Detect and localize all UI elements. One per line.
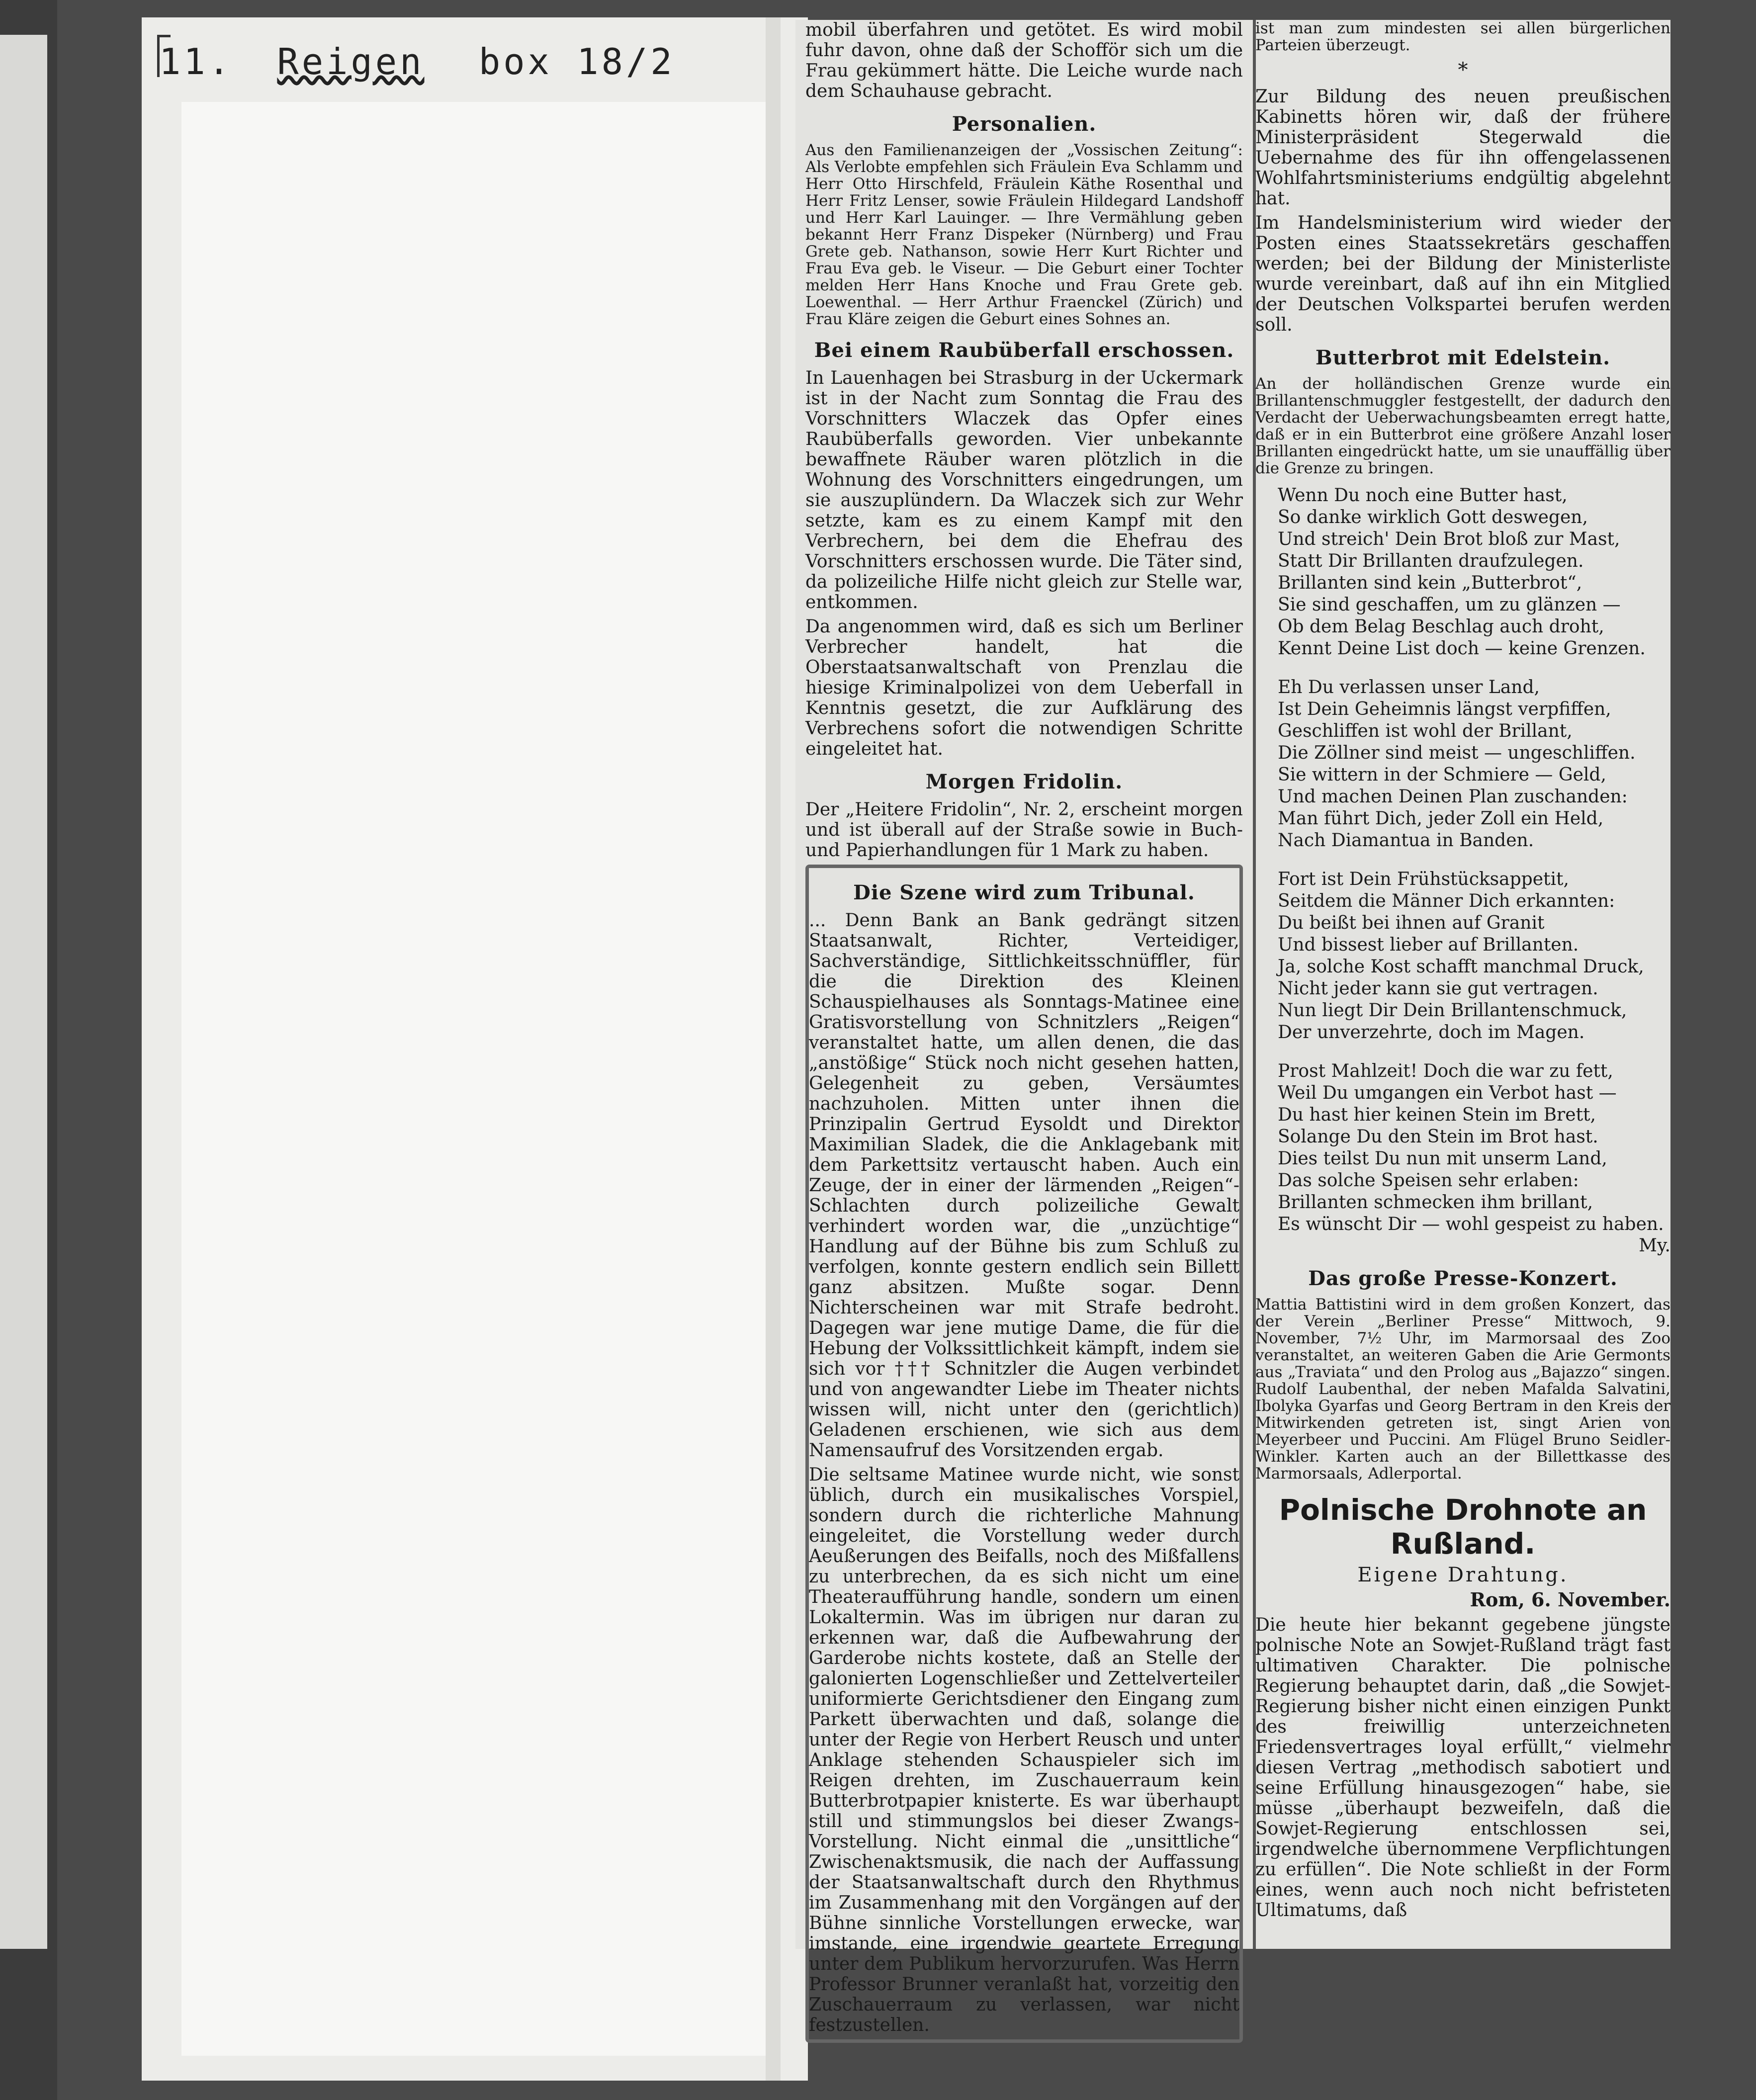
poem-line: Brillanten sind kein „Butterbrot“, <box>1278 573 1582 593</box>
marked-article <box>805 865 1243 2043</box>
poem-line: Ob dem Belag Beschlag auch droht, <box>1278 616 1604 637</box>
poem-line: Weil Du umgangen ein Verbot hast — <box>1278 1083 1617 1103</box>
poem-line: Sie wittern in der Schmiere — Geld, <box>1278 765 1606 785</box>
poem-signature: My. <box>1639 1235 1670 1256</box>
poem-stanza <box>1278 677 1670 852</box>
butterbrot-intro: An der holländischen Grenze wurde ein Brillantenschmuggler festgestellt, der dadurch den Verdacht der Ueberwachungsbeamten erregt hatte, daß er in ein Butterbrot eine größere Anzahl loser Brillanten eingedrückt hatte, um sie unauffällig über die Grenze zu bringen. <box>1255 375 1670 477</box>
poem-line: Solange Du den Stein im Brot hast. <box>1278 1127 1598 1147</box>
poem-line: Nicht jeder kann sie gut vertragen. <box>1278 978 1598 999</box>
poem-line: Prost Mahlzeit! Doch die war zu fett, <box>1278 1061 1613 1081</box>
headline-drohnote: Polnische Drohnote an Rußland. <box>1279 1493 1647 1561</box>
poem-line: Ist Dein Geheimnis längst verpfiffen, <box>1278 699 1611 719</box>
clipping-column-left <box>795 20 1256 2035</box>
poem-line: Man führt Dich, jeder Zoll ein Held, <box>1278 808 1604 829</box>
poem-line: Statt Dir Brillanten draufzulegen. <box>1278 551 1584 571</box>
kabinett-paragraph-1: Zur Bildung des neuen preußischen Kabinetts hören wir, daß der frühere Ministerpräsident Stegerwald die Uebernahme des für ihn offengelassenen Wohlfahrtsministeriums endgültig abgelehnt hat. <box>1255 87 1670 209</box>
poem-line: Seitdem die Männer Dich erkannten: <box>1278 891 1615 911</box>
folder-edge <box>766 17 781 2081</box>
poem-stanza <box>1278 1060 1670 1235</box>
scan-background <box>1670 0 1756 2100</box>
headline-raubueberfall: Bei einem Raubüberfall erschossen. <box>814 339 1234 362</box>
newspaper-clipping <box>795 19 1670 2035</box>
poem-line: Und streich' Dein Brot bloß zur Mast, <box>1278 529 1620 549</box>
headline-butterbrot: Butterbrot mit Edelstein. <box>1315 346 1611 369</box>
poem-line: Es wünscht Dir — wohl gespeist zu haben. <box>1278 1214 1664 1234</box>
drohnote-text: Die heute hier bekannt gegebene jüngste polnische Note an Sowjet-Rußland trägt fast ultimativen Charakter. Die polnische Regierung behauptet darin, daß „die Sowjet-Regierung bisher nicht einen einzigen Punkt des freiwillig unterzeichneten Friedensvertrages loyal erfüllt,“ vielmehr diesen Vertrag „methodisch sabotiert und seine Erfüllung hinausgezogen“ habe, sie müsse „überhaupt bezweifeln, daß die Sowjet-Regierung entschlossen sei, irgendwelche übernommene Verpflichtungen zu erfüllen“. Die Note schließt in der Form eines, wenn auch noch nicht befristeten Ultimatums, daß <box>1255 1615 1670 1921</box>
folder-box: box 18/2 <box>478 41 675 83</box>
headline-presse-konzert: Das große Presse-Konzert. <box>1308 1267 1618 1290</box>
poem-line: Du hast hier keinen Stein im Brett, <box>1278 1105 1596 1125</box>
poem-line: Dies teilst Du nun mit unserm Land, <box>1278 1148 1607 1169</box>
column-intro: mobil überfahren und getötet. Es wird mobil fuhr davon, ohne daß der Schofför sich um die Frau gekümmert hätte. Die Leiche wurde nach dem Schauhause gebracht. <box>805 20 1243 101</box>
clipping-column-right <box>1245 20 1680 1949</box>
adjacent-page-strip <box>0 0 57 2100</box>
szene-paragraph-2: Die seltsame Matinee wurde nicht, wie sonst üblich, durch ein musikalisches Vorspiel, sondern durch die richterliche Mahnung eingeleitet, die Vorstellung weder durch Aeußerungen des Beifalls, noch des Mißfallens zu unterbrechen, da es sich nicht um eine Theateraufführung handle, sondern um einen Lokaltermin. Was im übrigen nur daran zu erkennen war, daß die Aufbewahrung der Garderobe nichts kostete, daß an Stelle der galonierten Logenschließer und Zettelverteiler uniformierte Gerichtsdiener den Eingang zum Parkett überwachten und daß, solange die unter der Regie von Herbert Reusch und unter Anklage stehenden Schauspieler sich im Reigen drehten, im Zuschauerraum kein Butterbrotpapier knisterte. Es war überhaupt still und stimmungslos bei dieser Zwangs-Vorstellung. Nicht einmal die „unsittliche“ Zwischenaktsmusik, die nach der Auffassung der Staatsanwaltschaft durch den Rhythmus im Zusammenhang mit den Vorgängen auf der Bühne sinnliche Vorstellungen erwecke, war imstande, eine irgendwie geartete Erregung unter dem Publikum hervorzurufen. Was Herrn Professor Brunner veranlaßt hat, vorzeitig den Zuschauerraum zu verlassen, war nicht festzustellen. <box>809 1465 1239 2035</box>
personalien-text: Aus den Familienanzeigen der „Vossischen Zeitung“: Als Verlobte empfehlen sich Fräulein Eva Schlamm und Herr Otto Hirschfeld, Fräulein Käthe Rosenthal und Herr Fritz Lenser, sowie Fräulein Hildegard Landshoff und Herr Karl Lauinger. — Ihre Vermählung geben bekannt Herr Franz Dispeker (Nürnberg) und Frau Grete geb. Nathanson, sowie Herr Kurt Richter und Frau Eva geb. le Viseur. — Die Geburt einer Tochter melden Herr Hans Knoche und Frau Grete geb. Loewenthal. — Herr Arthur Fraenckel (Zürich) und Frau Kläre zeigen die Geburt eines Sohnes an. <box>805 141 1243 328</box>
poem-line: So danke wirklich Gott deswegen, <box>1278 507 1588 527</box>
drohnote-dateline: Rom, 6. November. <box>1470 1588 1670 1611</box>
folder-number: 11. <box>159 41 233 83</box>
poem-line: Brillanten schmecken ihm brillant, <box>1278 1192 1593 1213</box>
folder-blank-sheet <box>181 102 773 2056</box>
poem-line: Geschliffen ist wohl der Brillant, <box>1278 721 1573 741</box>
kabinett-paragraph-2: Im Handelsministerium wird wieder der Posten eines Staatssekretärs geschaffen werden; bei der Bildung der Ministerliste wurde vereinbart, daß auf ihn ein Mitglied der Deutschen Volkspartei berufen werden soll. <box>1255 213 1670 335</box>
headline-personalien: Personalien. <box>952 112 1097 136</box>
poem-line: Sie sind geschaffen, um zu glänzen — <box>1278 595 1621 615</box>
poem-line: Kennt Deine List doch — keine Grenzen. <box>1278 638 1646 659</box>
folder-label <box>159 41 675 83</box>
poem-line: Und bissest lieber auf Brillanten. <box>1278 935 1579 955</box>
section-separator: * <box>1458 59 1468 82</box>
poem-line: Du beißt bei ihnen auf Granit <box>1278 913 1545 933</box>
poem-line: Die Zöllner sind meist — ungeschliffen. <box>1278 743 1636 763</box>
fridolin-text: Der „Heitere Fridolin“, Nr. 2, erscheint morgen und ist überall auf der Straße sowie in Buch- und Papierhandlungen für 1 Mark zu haben. <box>805 799 1243 861</box>
poem-line: Und machen Deinen Plan zuschanden: <box>1278 787 1628 807</box>
poem-stanza <box>1278 485 1670 660</box>
folder-title: Reigen <box>277 41 425 83</box>
poem-line: Ja, solche Kost schafft manchmal Druck, <box>1278 957 1644 977</box>
poem-line: Nach Diamantua in Banden. <box>1278 830 1534 851</box>
szene-paragraph-1: ... Denn Bank an Bank gedrängt sitzen Staatsanwalt, Richter, Verteidiger, Sachverständige, Sittlichkeitsschnüffler, für die die Direktion des Kleinen Schauspielhauses als Sonntags-Matinee eine Gratisvorstellung von Schnitzlers „Reigen“ veranstaltet hatte, um allen denen, die das „anstößige“ Stück noch nicht gesehen hatten, Gelegenheit zu geben, Versäumtes nachzuholen. Mitten unter ihnen die Prinzipalin Gertrud Eysoldt und Direktor Maximilian Sladek, die die Anklagebank mit dem Parkettsitz vertauscht haben. Auch ein Zeuge, der in einer der lärmenden „Reigen“-Schlachten durch polizeiliche Gewalt verhindert worden war, die „unzüchtige“ Handlung auf der Bühne bis zum Schluß zu verfolgen, konnte gestern endlich sein Billett ganz absitzen. Mußte sogar. Denn Nichterscheinen war mit Strafe bedroht. Dagegen war jene mutige Dame, die für die Hebung der Volkssittlichkeit kämpft, indem sie sich vor ††† Schnitzler die Augen verbindet und von angewandter Liebe im Theater nichts wissen will, nicht unter den (gerichtlich) Geladenen erschienen, wie sich aus dem Namensaufruf des Vorsitzenden ergab. <box>809 910 1239 1461</box>
poem-line: Wenn Du noch eine Butter hast, <box>1278 485 1568 506</box>
headline-fridolin: Morgen Fridolin. <box>925 770 1123 793</box>
column-intro-right: ist man zum mindesten sei allen bürgerlichen Parteien überzeugt. <box>1255 19 1670 54</box>
drohnote-subline: Eigene Drahtung. <box>1357 1564 1569 1586</box>
konzert-text: Mattia Battistini wird in dem großen Konzert, das der Verein „Berliner Presse“ Mittwoch, 9. November, 7½ Uhr, im Marmorsaal des Zoo veranstaltet, an weiteren Gaben die Arie Germonts aus „Traviata“ und den Prolog aus „Bajazzo“ singen. Rudolf Laubenthal, der neben Mafalda Salvatini, Ibolyka Gyarfas und Georg Bertram in den Kreis der Mitwirkenden getreten ist, singt Arien von Meyerbeer und Puccini. Am Flügel Bruno Seidler-Winkler. Karten auch an der Billettkasse des Marmorsaals, Adlerportal. <box>1255 1296 1670 1483</box>
poem <box>1278 485 1670 1235</box>
poem-line: Der unverzehrte, doch im Magen. <box>1278 1022 1585 1043</box>
poem-stanza <box>1278 869 1670 1044</box>
poem-line: Eh Du verlassen unser Land, <box>1278 677 1540 698</box>
poem-line: Nun liegt Dir Dein Brillantenschmuck, <box>1278 1000 1627 1021</box>
poem-line: Fort ist Dein Frühstücksappetit, <box>1278 869 1569 889</box>
headline-szene-tribunal: Die Szene wird zum Tribunal. <box>853 881 1195 904</box>
poem-line: Das solche Speisen sehr erlaben: <box>1278 1170 1579 1191</box>
raub-paragraph-1: In Lauenhagen bei Strasburg in der Uckermark ist in der Nacht zum Sonntag die Frau des Vorschnitters Wlaczek das Opfer eines Raubüberfalls geworden. Vier unbekannte bewaffnete Räuber waren plötzlich in die Wohnung des Vorschnitters eingedrungen, um sie auszuplündern. Da Wlaczek sich zur Wehr setzte, kam es zu einem Kampf mit den Verbrechern, bei dem die Ehefrau des Vorschnitters erschossen wurde. Die Täter sind, da polizeiliche Hilfe nicht gleich zur Stelle war, entkommen. <box>805 368 1243 612</box>
raub-paragraph-2: Da angenommen wird, daß es sich um Berliner Verbrecher handelt, hat die Oberstaatsanwaltschaft von Prenzlau die hiesige Kriminalpolizei von dem Ueberfall in Kenntnis gesetzt, die zur Aufklärung des Verbrechens sofort die notwendigen Schritte eingeleitet hat. <box>805 616 1243 759</box>
